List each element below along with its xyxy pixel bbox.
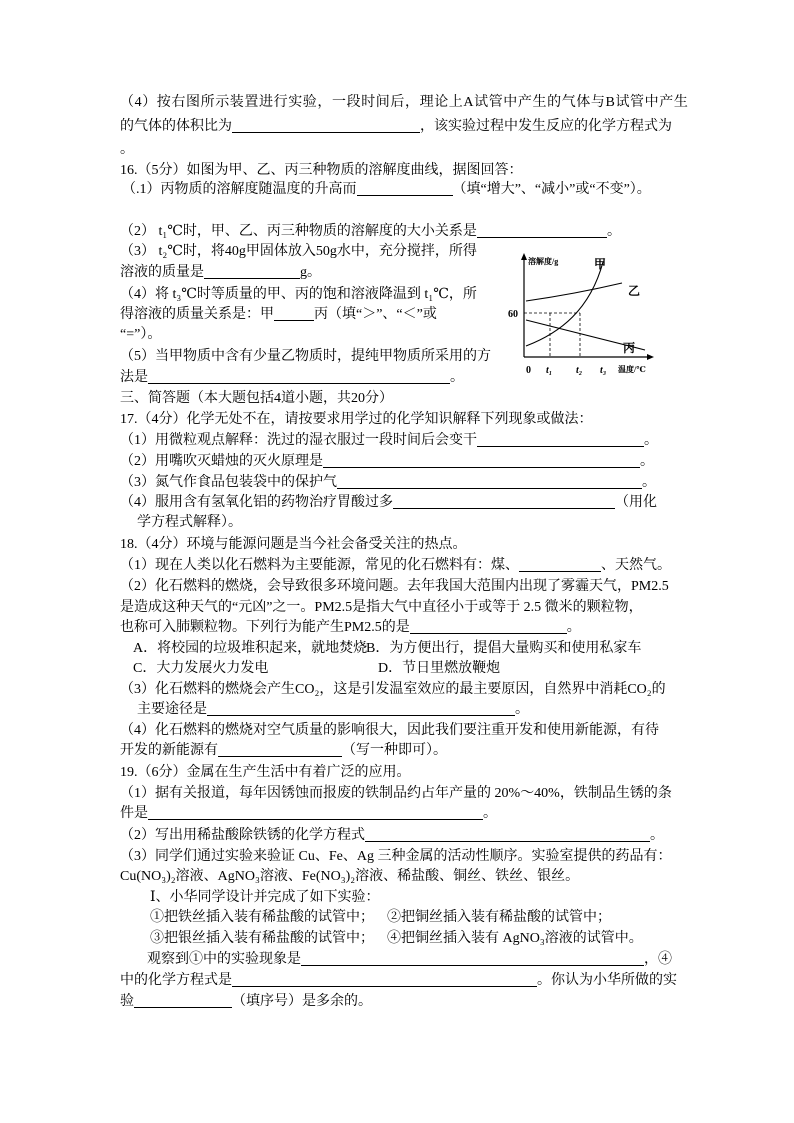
question-text: （填“增大”、“减小”或“不变”）。: [452, 182, 651, 197]
answer-blank: [519, 557, 601, 572]
q18-part2-line2: 是造成这种天气的“元凶”之一。PM2.5是指大气中直径小于或等于 2.5 微米的颗粒物，: [120, 600, 643, 615]
x-tick-0: 0: [526, 365, 531, 376]
solubility-curve-svg: [490, 250, 660, 380]
question-text: （2）用嘴吹灭蜡烛的灭火原理是: [120, 454, 323, 469]
question-text: 、天然气。: [601, 558, 671, 573]
q16-part1: [122, 180, 651, 200]
q18-part3-line2: [137, 700, 529, 720]
q16-part4-line1: （4）将 t₃℃时等质量的甲、丙的饱和溶液降温到 t₁℃，所: [120, 287, 477, 302]
q18-heading: 18.（4分）环境与能源问题是当今社会备受关注的热点。: [120, 537, 467, 552]
answer-blank: [148, 805, 483, 820]
q19-experiment-3: ③把银丝插入装有稀盐酸的试管中；: [150, 931, 374, 946]
question-text: 溶液的质量是: [120, 265, 204, 280]
y-axis-label: 溶解度/g: [528, 257, 559, 266]
question-text: 验: [120, 994, 134, 1009]
curve-label-bing: 丙: [623, 341, 636, 355]
q18-part3-line1: （3）化石燃料的燃烧会产生CO₂，这是引发温室效应的最主要原因，自然界中消耗CO₂的: [120, 682, 666, 697]
q19-part2: [120, 826, 664, 846]
q16-part5-line1: （5）当甲物质中含有少量乙物质时，提纯甲物质所采用的方: [120, 349, 491, 364]
q19-experiment-4: ④把铜丝插入装有 AgNO₃溶液的试管中。: [387, 931, 643, 946]
q15-part4-line2: [120, 117, 672, 137]
q17-heading: 17.（4分）化学无处不在，请按要求用学过的化学知识解释下列现象或做法：: [120, 412, 593, 427]
answer-blank: [274, 306, 314, 321]
q19-part3-line1: （3）同学们通过实验来验证 Cu、Fe、Ag 三种金属的活动性顺序。实验室提供的药品有：: [120, 849, 672, 864]
question-text: 。: [650, 828, 664, 843]
curve-yi: [526, 283, 622, 301]
answer-blank: [477, 223, 607, 238]
answer-blank: [410, 619, 567, 634]
answer-blank: [134, 993, 232, 1008]
answer-blank: [207, 701, 515, 716]
question-text: 法是: [120, 370, 148, 385]
q18-option-b: B．为方便出行，提倡大量购买和使用私家车: [366, 641, 642, 656]
question-text: 。: [566, 620, 581, 635]
x-axis-label: 温度/℃: [618, 365, 646, 374]
q18-option-c: C．大力发展火力发电: [133, 661, 269, 676]
answer-blank: [218, 742, 342, 757]
question-text: ，④: [644, 952, 672, 967]
question-text: 。你认为小华所做的实: [537, 973, 677, 988]
q15-part4-line3: 。: [120, 142, 134, 157]
question-text: （3）氮气作食品包装袋中的保护气: [120, 475, 337, 490]
question-text: 。: [644, 433, 658, 448]
x-axis-arrow: [647, 354, 654, 360]
question-text: （1）用微粒观点解释：洗过的湿衣服过一段时间后会变干: [120, 433, 477, 448]
question-text: 也称可入肺颗粒物。下列行为能产生PM2.5的是: [120, 620, 410, 635]
x-tick-t1: t₁: [546, 365, 553, 376]
answer-blank: [337, 474, 642, 489]
q19-observation-line3: [120, 992, 372, 1012]
q19-observation-line1: [147, 950, 672, 970]
q18-option-a: A．将校园的垃圾堆积起来，就地焚烧: [133, 641, 368, 656]
y-axis-arrow: [521, 253, 527, 260]
curve-jia: [526, 262, 603, 346]
answer-blank: [323, 453, 640, 468]
q18-part4-line2: [120, 741, 447, 761]
question-text: 。: [515, 702, 529, 717]
x-tick-t2: t₂: [576, 365, 583, 376]
q16-part4-line3: “=”）。: [120, 327, 162, 342]
q17-part4: [120, 493, 657, 513]
question-text: （写一种即可）。: [342, 743, 447, 758]
q16-part3-line2: [120, 263, 321, 283]
q19-part3-line2: Cu(NO₃)₂溶液、AgNO₃溶液、Fe(NO₃)₂溶液、稀盐酸、铜丝、铁丝、银丝。: [120, 869, 580, 884]
question-text: 。: [640, 454, 654, 469]
q16-heading: 16.（5分）如图为甲、乙、丙三种物质的溶解度曲线，据图回答：: [120, 163, 523, 178]
question-text: 观察到①中的实验现象是: [147, 952, 301, 967]
question-text: 。: [642, 475, 656, 490]
question-text: （用化: [615, 495, 657, 510]
question-text: （填序号）是多余的。: [232, 994, 372, 1009]
solubility-curve-figure: [490, 250, 660, 380]
answer-blank: [357, 181, 453, 196]
q18-option-d: D．节日里燃放鞭炮: [378, 661, 501, 676]
q19-experiment-heading: Ⅰ、小华同学设计并完成了如下实验：: [150, 890, 380, 905]
q16-part4-line2: [120, 305, 437, 325]
question-text: （4）服用含有氢氧化铝的药物治疗胃酸过多: [120, 495, 393, 510]
answer-blank: [148, 369, 450, 384]
q16-part3-line1: （3） t₂℃时，将40g甲固体放入50g水中，充分搅拌，所得: [120, 244, 477, 259]
q17-part2: [120, 452, 654, 472]
q16-part2: [120, 222, 621, 242]
q18-part1: [120, 556, 671, 576]
q19-part1-line2: [120, 804, 497, 824]
y-tick-60: 60: [508, 309, 518, 320]
question-text: 。: [450, 370, 464, 385]
question-text: g。: [300, 265, 321, 280]
section3-heading: 三、简答题（本大题包括4道小题，共20分）: [120, 391, 393, 406]
question-text: 主要途径是: [137, 702, 207, 717]
question-text: 。: [606, 224, 621, 239]
q19-heading: 19.（6分）金属在生产生活中有着广泛的应用。: [120, 765, 411, 780]
question-text: 得溶液的质量关系是：甲: [120, 307, 274, 322]
q17-part1: [120, 431, 658, 451]
q18-part4-line1: （4）化石燃料的燃烧对空气质量的影响很大，因此我们要注重开发和使用新能源，有待: [120, 723, 659, 738]
q16-part5-line2: [120, 368, 464, 388]
curve-label-jia: 甲: [594, 257, 607, 271]
answer-blank: [365, 827, 650, 842]
question-text: （1）现在人类以化石燃料为主要能源，常见的化石燃料有：煤、: [120, 558, 519, 573]
question-text: （2） t₁℃时，甲、乙、丙三种物质的溶解度的大小关系是: [120, 224, 477, 239]
question-text: 件是: [120, 806, 148, 821]
question-text: 的气体的体积比为: [120, 119, 232, 134]
question-text: 丙（填“＞”、“＜”或: [314, 307, 437, 322]
answer-blank: [393, 494, 615, 509]
answer-blank: [232, 972, 537, 987]
question-text: ，该实验过程中发生反应的化学方程式为: [420, 119, 672, 134]
question-text: （2）写出用稀盐酸除铁锈的化学方程式: [120, 828, 365, 843]
question-text: 中的化学方程式是: [120, 973, 232, 988]
q18-part2-line3: [120, 618, 581, 638]
q17-part4-line2: 学方程式解释）。: [137, 515, 242, 530]
q19-part1-line1: （1）据有关报道，每年因锈蚀而报废的铁制品约占年产量的 20%～40%，铁制品生锈的条: [120, 786, 672, 801]
answer-blank: [204, 264, 300, 279]
q15-part4-line1: （4）按右图所示装置进行实验，一段时间后，理论上A试管中产生的气体与B试管中产生: [120, 95, 689, 110]
q19-observation-line2: [120, 971, 677, 991]
x-tick-t3: t₃: [600, 365, 607, 376]
question-text: 开发的新能源有: [120, 743, 218, 758]
question-text: 。: [483, 806, 497, 821]
q18-part2-line1: （2）化石燃料的燃烧，会导致很多环境问题。去年我国大范围内出现了雾霾天气，PM2.5: [120, 579, 669, 594]
answer-blank: [301, 951, 644, 966]
curve-label-yi: 乙: [628, 284, 641, 298]
q19-experiment-1: ①把铁丝插入装有稀盐酸的试管中；: [150, 910, 374, 925]
answer-blank: [477, 432, 644, 447]
q19-experiment-2: ②把铜丝插入装有稀盐酸的试管中；: [387, 910, 611, 925]
answer-blank: [232, 118, 420, 133]
question-text: （.1）丙物质的溶解度随温度的升高而: [122, 182, 357, 197]
q17-part3: [120, 473, 656, 493]
